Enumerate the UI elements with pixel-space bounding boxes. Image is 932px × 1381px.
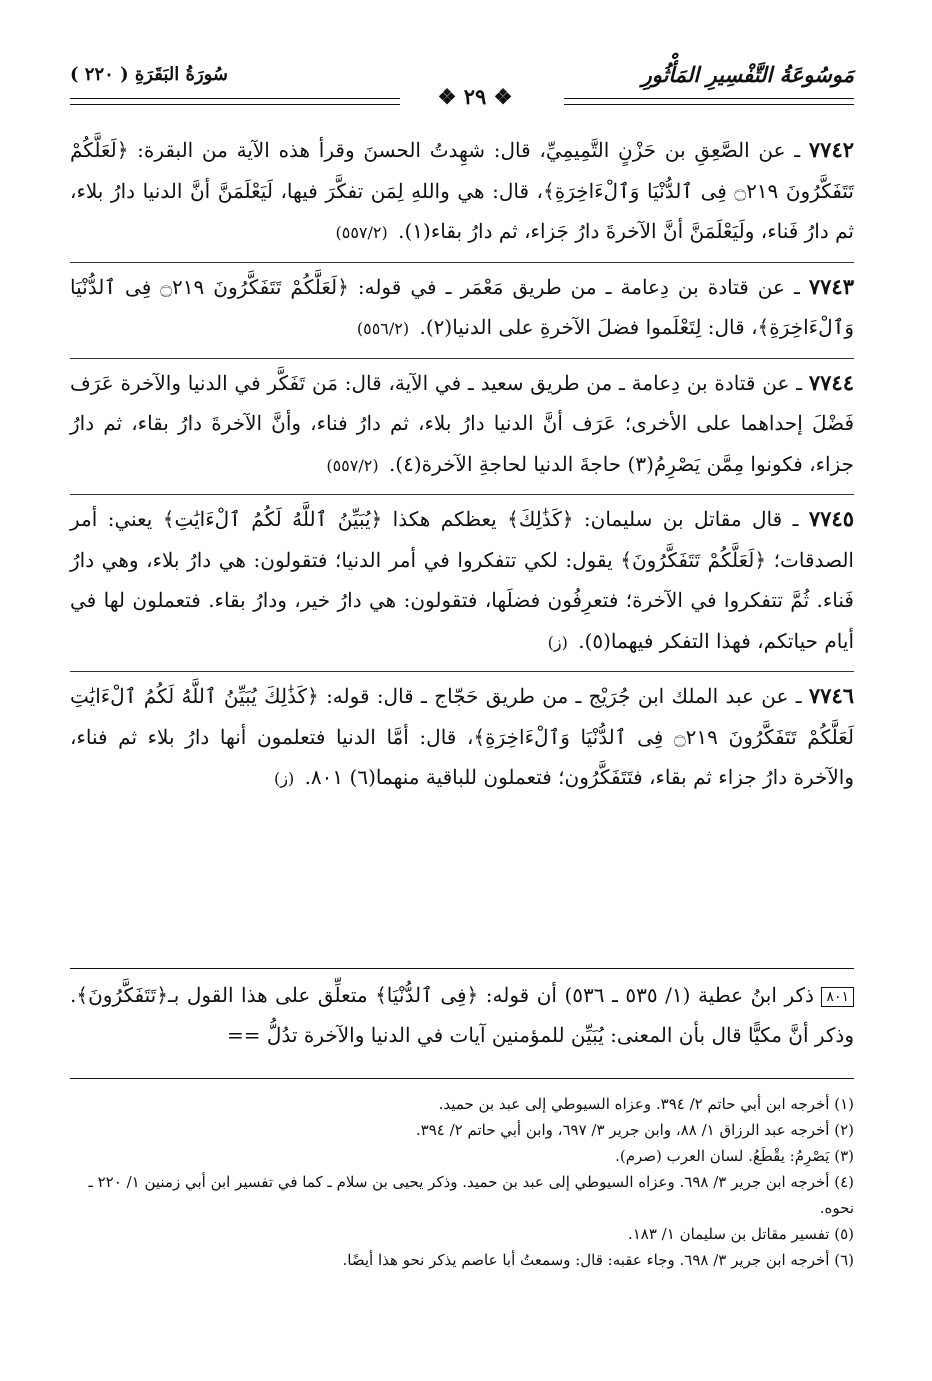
entry-text: ـ قال مقاتل بن سليمان: ﴿كَذَٰلِكَ﴾ يعظكم هكذا ﴿يُبَيِّنُ ٱللَّهُ لَكُمُ ٱلْءَايَٰتِ﴾ يعني: أمر الصدقات؛ ﴿لَعَلَّكُمْ تَتَفَكَّرُونَ﴾ يقول: لكي تتفكروا في أمر الدنيا؛ فتقولون: هي دارُ بلاء، وهي دارُ فَناء. ثُمَّ تتفكروا في الآخرة؛ فتعرِفُون فضلَها، فتقولون: هي دارُ خير، ودارُ بقاء. فتعملون لها في أيام حياتكم، فهذا التفكر فيهما(٥). <box>70 507 854 653</box>
entry <box>70 671 854 800</box>
footnote: (٢) أخرجه عبد الرزاق ١/ ٨٨، وابن جرير ٣/ ٦٩٧، وابن أبي حاتم ٢/ ٣٩٤. <box>415 1121 854 1139</box>
page-number <box>430 84 520 109</box>
entry-text: ـ عن الصَّعِقِ بن حَزْنٍ التَّمِيمِيِّ، قال: شهِدتُ الحسنَ وقرأ هذه الآية من البقرة: ﴿لَعَلَّكُمْ تَتَفَكَّرُونَ ۝٢١٩ فِى ٱلدُّنْيَا وَٱلْءَاخِرَةِ﴾، قال: هي واللهِ لِمَن تفكَّرَ فيها، لَيَعْلَمَنَّ أنَّ الدنيا دارُ بلاء، ثم دارُ فَناء، ولَيَعْلَمَنَّ أنَّ الآخرةَ دارُ جَزاء، ثم دارُ بقاء(١). <box>70 138 854 243</box>
page-number-value: ٢٩ <box>463 84 487 109</box>
footnote: (٣) يَصْرِمُ: يقْطَعُ. لسان العرب (صرم). <box>615 1147 854 1165</box>
header-rule-right <box>564 98 854 105</box>
footnote: (١) أخرجه ابن أبي حاتم ٢/ ٣٩٤. وعزاه السيوطي إلى عبد بن حميد. <box>438 1095 854 1113</box>
commentary-number-box: ٨٠١ <box>821 987 854 1007</box>
entry-reference: (٥٥٦/٢) <box>356 319 410 338</box>
entry-reference: (ز) <box>547 632 568 652</box>
entry <box>70 358 854 487</box>
entry-number: ٧٧٤٤ <box>808 369 854 395</box>
commentary-text: ذكر ابنُ عطية (١/ ٥٣٥ ـ ٥٣٦) أن قوله: ﴿فِى ٱلدُّنْيَا﴾ متعلِّق على هذا القول بـ﴿تَتَفَكَّرُونَ﴾. وذكر أنَّ مكيًّا قال بأن المعنى: يُبَيِّن للمؤمنين آيات في الدنيا والآخرة تدُلُّ == <box>70 983 854 1047</box>
page-number-ornament: ❖ <box>437 84 464 109</box>
entry <box>70 494 854 663</box>
entry-number: ٧٧٤٢ <box>808 137 855 162</box>
entry-reference: (٥٥٧/٢) <box>335 223 388 242</box>
book-title: مَوسُوعَةُ التَّفْسِيرِ المَأْثُورِ <box>641 62 854 87</box>
footnote: (٥) تفسير مقاتل بن سليمان ١/ ١٨٣. <box>627 1225 854 1243</box>
commentary-note <box>70 968 854 1055</box>
surah-label: سُورَةُ البَقَرَةِ ( ٢٢٠ ) <box>70 64 229 85</box>
entry-text: ـ عن قتادة بن دِعامة ـ من طريق سعيد ـ في الآية، قال: مَن تَفَكَّر في الدنيا والآخرة عَرَف فَضْلَ إحداهما على الأخرى؛ عَرَف أنَّ الدنيا دارُ بلاء، ثم دارُ فناء، وأنَّ الآخرةَ دارُ بقاء، ثم دارُ جزاء، فكونوا مِمَّن يَصْرِمُ(٣) حاجةَ الدنيا لحاجةِ الآخرة(٤). <box>70 370 854 476</box>
entry-text: ـ عن عبد الملك ابن جُرَيْج ـ من طريق حَجّاج ـ قال: قوله: ﴿كَذَٰلِكَ يُبَيِّنُ ٱللَّهُ لَكُمُ ٱلْءَايَٰتِ لَعَلَّكُمْ تَتَفَكَّرُونَ ۝٢١٩ فِى ٱلدُّنْيَا وَٱلْءَاخِرَةِ﴾، قال: أمَّا الدنيا فتعلمون أنها دارُ بلاء ثم فناء، والآخرة دارُ جزاء ثم بقاء، فتَتَفَكَّرُون؛ فتعملون للباقية منهما(٦) ٨٠١. <box>70 684 854 789</box>
entry <box>70 130 854 254</box>
page-number-ornament: ❖ <box>486 84 513 109</box>
entry-number: ٧٧٤٦ <box>808 683 855 708</box>
footnotes <box>70 1078 854 1273</box>
header-rule-left <box>70 98 400 105</box>
entry <box>70 262 854 350</box>
entry-reference: (ز) <box>273 769 295 788</box>
footnote: (٤) أخرجه ابن جرير ٣/ ٦٩٨. وعزاه السيوطي إلى عبد بن حميد. وذكر يحيى بن سلام ـ كما في تفسير ابن أبي زمنين ١/ ٢٢٠ ـ نحوه. <box>88 1173 854 1217</box>
entry-number: ٧٧٤٥ <box>808 506 854 531</box>
entry-reference: (٥٥٧/٢) <box>326 455 379 475</box>
entry-text: ـ عن قتادة بن دِعامة ـ من طريق مَعْمَر ـ في قوله: ﴿لَعَلَّكُمْ تَتَفَكَّرُونَ ۝٢١٩ فِى ٱلدُّنْيَا وَٱلْءَاخِرَةِ﴾، قال: لِتَعْلَموا فضلَ الآخرةِ على الدنيا(٢). <box>70 274 854 339</box>
main-text <box>70 130 854 808</box>
footnote: (٦) أخرجه ابن جرير ٣/ ٦٩٨. وجاء عقبه: قال: وسمعتُ أبا عاصم يذكر نحو هذا أيضًا. <box>342 1251 854 1269</box>
entry-number: ٧٧٤٣ <box>808 273 854 299</box>
